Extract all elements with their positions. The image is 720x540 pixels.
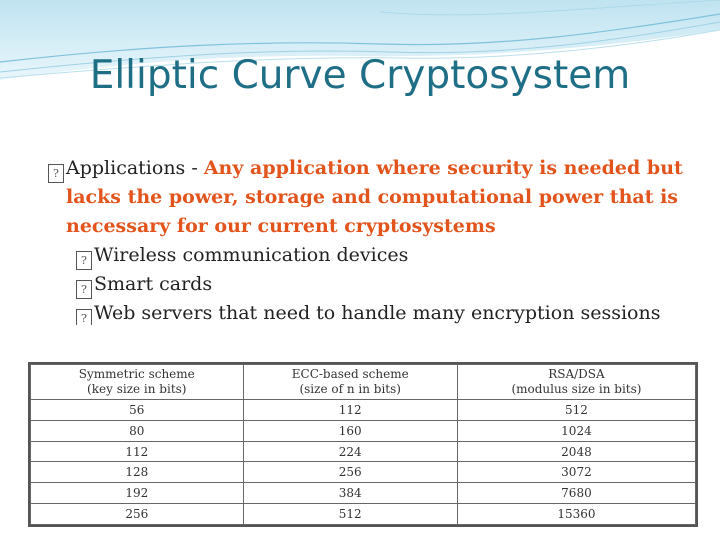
bullet-list [48,154,708,325]
table-header-row [31,365,696,400]
table-cell: 80 [31,420,244,441]
table-row [31,504,696,525]
table-cell: 7680 [457,483,695,504]
sub-bullet-text: Web servers that need to handle many encryption sessions [94,302,661,324]
table-cell: 56 [31,400,244,421]
table-cell: 512 [457,400,695,421]
table-cell: 2048 [457,441,695,462]
bullet-emphasis-text: Any application where security is needed but lacks the power, storage and computational power that is necessary for our current cryptosystems [66,157,683,237]
bullet-placeholder-icon: ? [48,164,64,183]
table-row [31,462,696,483]
bullet-applications [48,154,708,241]
sub-bullet-text: Wireless communication devices [94,244,409,266]
key-size-comparison-table [28,362,698,527]
bullet-placeholder-icon: ? [76,280,92,299]
table-cell: 192 [31,483,244,504]
table-row [31,441,696,462]
table-cell: 224 [243,441,457,462]
sub-bullet-wireless [48,241,708,270]
table-row [31,483,696,504]
table-cell: 384 [243,483,457,504]
table-cell: 112 [31,441,244,462]
table-cell: 160 [243,420,457,441]
table-cell: 15360 [457,504,695,525]
slide-title: Elliptic Curve Cryptosystem [89,53,631,98]
header-ecc: ECC-based scheme (size of n in bits) [243,365,457,400]
sub-bullet-text: Smart cards [94,273,213,295]
table-row [31,400,696,421]
header-symmetric: Symmetric scheme (key size in bits) [31,365,244,400]
table-row [31,420,696,441]
header-rsa-dsa: RSA/DSA (modulus size in bits) [457,365,695,400]
table-cell: 112 [243,400,457,421]
bullet-placeholder-icon: ? [76,309,92,325]
sub-bullet-smart-cards [48,270,708,299]
table-cell: 3072 [457,462,695,483]
sub-bullet-web-servers [48,299,708,325]
table-cell: 256 [31,504,244,525]
table-cell: 128 [31,462,244,483]
table-cell: 512 [243,504,457,525]
bullet-placeholder-icon: ? [76,251,92,270]
table-cell: 1024 [457,420,695,441]
bullet-lead-text: Applications - [66,157,204,179]
table-cell: 256 [243,462,457,483]
